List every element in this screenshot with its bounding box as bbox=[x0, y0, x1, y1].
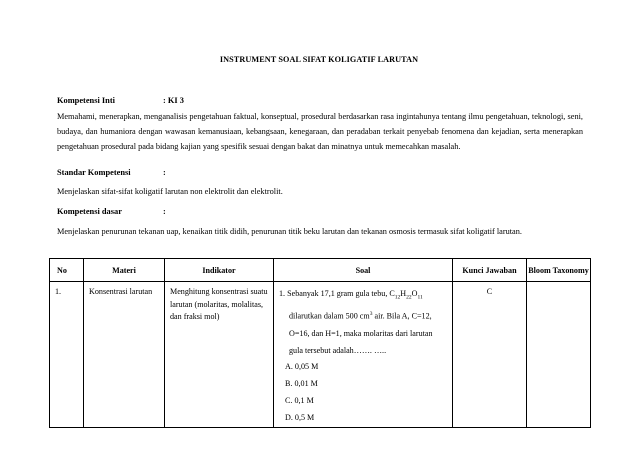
question-text-line2a: dilarutkan dalam 500 cm bbox=[289, 312, 370, 322]
soal-line-1 bbox=[279, 286, 447, 306]
header-kunci: Kunci Jawaban bbox=[453, 259, 527, 282]
cell-soal bbox=[274, 282, 453, 428]
option-a: A. 0,05 M bbox=[285, 362, 319, 372]
formula-o: O bbox=[411, 289, 418, 298]
kd-colon: : bbox=[163, 207, 166, 216]
soal-line-2 bbox=[279, 306, 447, 325]
header-indikator: Indikator bbox=[165, 259, 274, 282]
formula-h: H bbox=[400, 289, 407, 298]
table-header-row bbox=[50, 259, 591, 282]
option-c: C. 0,1 M bbox=[285, 396, 314, 406]
sk-text: Menjelaskan sifat-sifat koligatif larutan non elektrolit dan elektrolit. bbox=[57, 187, 283, 196]
ki-label: Kompetensi Inti bbox=[57, 96, 115, 105]
cell-kunci: C bbox=[453, 282, 527, 428]
cell-indikator: Menghitung konsentrasi suatu larutan (molaritas, molalitas, dan fraksi mol) bbox=[165, 282, 274, 428]
ki-text: Memahami, menerapkan, menganalisis pengetahuan faktual, konseptual, prosedural berdasarkan rasa ingintahunya tentang ilmu pengetahuan, teknologi, seni, budaya, dan humaniora dengan wawasan kemanusiaan, kebangsaan, kenegaraan, dan peradaban terkait penyebab fenomena dan kejadian, serta menerapkan pengetahuan prosedural pada bidang kajian yang spesifik sesuai dengan bakat dan minatnya untuk memecahkan masalah. bbox=[57, 112, 583, 151]
question-table bbox=[49, 258, 591, 428]
question-text-line2b: air. Bila A, C=12, bbox=[372, 312, 432, 322]
sk-colon: : bbox=[163, 168, 166, 177]
kd-label: Kompetensi dasar bbox=[57, 207, 122, 216]
formula-sub-h: 22 bbox=[406, 294, 412, 301]
sk-label: Standar Kompetensi bbox=[57, 168, 131, 177]
option-b: B. 0,01 M bbox=[285, 379, 318, 389]
header-materi: Materi bbox=[84, 259, 165, 282]
soal-line-3: O=16, dan H=1, maka molaritas dari larutan bbox=[289, 328, 433, 338]
kd-text: Menjelaskan penurunan tekanan uap, kenaikan titik didih, penurunan titik beku larutan dan tekanan osmosis termasuk sifat koligatif larutan. bbox=[57, 227, 522, 236]
formula-sub-c: 12 bbox=[394, 294, 401, 301]
soal-line-4: gula tersebut adalah……. ….. bbox=[289, 345, 387, 355]
header-soal: Soal bbox=[274, 259, 453, 282]
cell-no: 1. bbox=[50, 282, 84, 428]
document-title: INSTRUMENT SOAL SIFAT KOLIGATIF LARUTAN bbox=[219, 55, 419, 64]
table-row bbox=[50, 282, 591, 428]
header-bloom: Bloom Taxonomy bbox=[527, 259, 591, 282]
unit-superscript: 3 bbox=[369, 311, 373, 318]
cell-bloom bbox=[527, 282, 591, 428]
header-no: No bbox=[50, 259, 84, 282]
question-number: 1. bbox=[279, 289, 286, 298]
cell-materi: Konsentrasi larutan bbox=[84, 282, 165, 428]
question-text-prefix: Sebanyak 17,1 gram gula tebu, C bbox=[287, 289, 395, 298]
formula-sub-o: 11 bbox=[417, 294, 423, 301]
option-d: D. 0,5 M bbox=[285, 412, 315, 422]
ki-value: : KI 3 bbox=[163, 96, 184, 105]
